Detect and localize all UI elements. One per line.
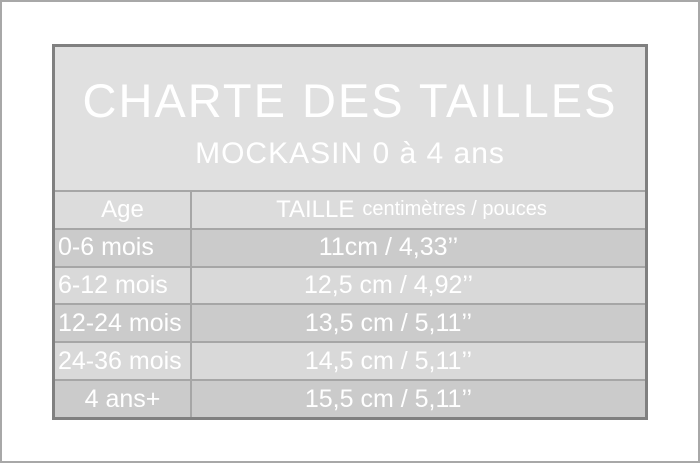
size-cell: 15,5 cm / 5,11’’	[304, 384, 473, 413]
age-cell: 6-12 mois	[55, 268, 192, 304]
chart-header	[55, 47, 645, 190]
size-cell: 11cm / 4,33’’	[318, 233, 459, 262]
chart-title: CHARTE DES TAILLES	[82, 73, 618, 127]
size-chart	[52, 44, 648, 420]
age-column-header: Age	[55, 192, 192, 228]
table-row	[55, 266, 645, 304]
size-cell: 13,5 cm / 5,11’’	[304, 308, 473, 337]
table-header-row	[55, 190, 645, 228]
size-column-units: centimètres / pouces	[362, 198, 547, 221]
age-cell: 12-24 mois	[55, 305, 192, 341]
table-row	[55, 228, 645, 266]
age-cell: 4 ans+	[55, 381, 192, 417]
age-cell: 24-36 mois	[55, 343, 192, 379]
size-cell: 14,5 cm / 5,11’’	[304, 346, 473, 375]
size-column-label: TAILLE	[276, 195, 355, 223]
age-cell: 0-6 mois	[55, 230, 192, 266]
size-column-header	[192, 192, 645, 228]
table-row	[55, 303, 645, 341]
size-cell: 12,5 cm / 4,92’’	[303, 271, 474, 300]
size-table	[55, 190, 645, 417]
table-row	[55, 379, 645, 417]
chart-subtitle: MOCKASIN 0 à 4 ans	[195, 136, 505, 170]
table-row	[55, 341, 645, 379]
